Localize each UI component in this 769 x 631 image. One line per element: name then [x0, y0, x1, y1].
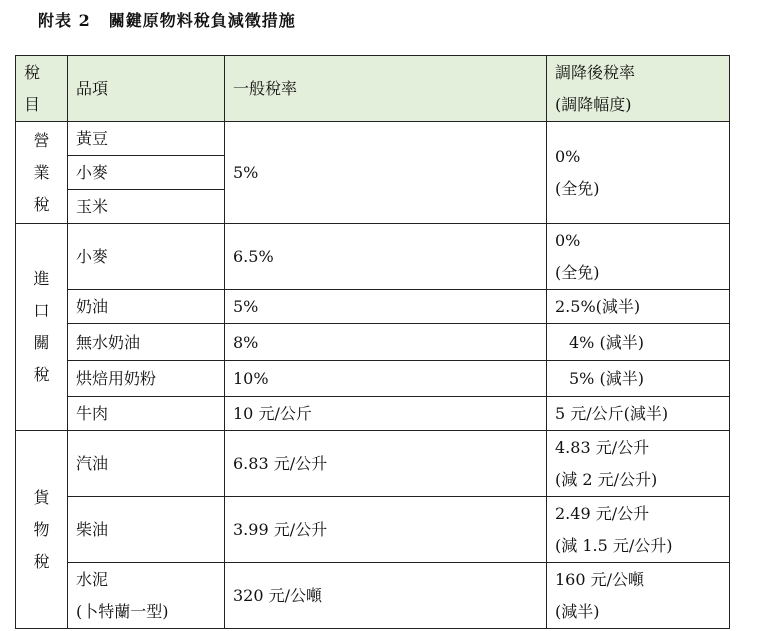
general-rate-cell: 10%	[225, 361, 547, 397]
reduced-rate-cell: 4% (減半)	[547, 324, 730, 361]
item-cell: 小麥	[68, 224, 225, 290]
general-rate-cell: 3.99 元/公升	[225, 497, 547, 563]
item-cell: 玉米	[68, 190, 225, 224]
item-cell: 烘焙用奶粉	[68, 361, 225, 397]
item-cell: 奶油	[68, 290, 225, 324]
reduced-rate-cell: 5 元/公斤(減半)	[547, 397, 730, 431]
table-row	[16, 290, 730, 324]
header-reduced-rate: 調降後稅率 (調降幅度)	[547, 56, 730, 122]
reduced-rate-cell: 2.5%(減半)	[547, 290, 730, 324]
table-row	[16, 361, 730, 397]
tax-reduction-table	[15, 55, 730, 629]
category-import-tariff: 進 口 關 稅	[16, 224, 68, 431]
item-cell: 黃豆	[68, 122, 225, 156]
general-rate-cell: 8%	[225, 324, 547, 361]
item-cell: 水泥 (卜特蘭一型)	[68, 563, 225, 629]
category-commodity-tax: 貨 物 稅	[16, 431, 68, 629]
table-row	[16, 224, 730, 290]
caption-text: 關鍵原物料稅負減徵措施	[108, 11, 296, 30]
item-cell: 牛肉	[68, 397, 225, 431]
item-cell: 無水奶油	[68, 324, 225, 361]
header-general-rate: 一般稅率	[225, 56, 547, 122]
category-business-tax: 營 業 稅	[16, 122, 68, 224]
reduced-rate-cell: 160 元/公噸 (減半)	[547, 563, 730, 629]
general-rate-cell: 5%	[225, 122, 547, 224]
header-tax-type: 稅 目	[16, 56, 68, 122]
reduced-rate-cell: 0% (全免)	[547, 224, 730, 290]
item-cell: 汽油	[68, 431, 225, 497]
item-cell: 小麥	[68, 156, 225, 190]
reduced-rate-cell: 0% (全免)	[547, 122, 730, 224]
reduced-rate-cell: 5% (減半)	[547, 361, 730, 397]
table-row	[16, 324, 730, 361]
header-item: 品項	[68, 56, 225, 122]
general-rate-cell: 6.5%	[225, 224, 547, 290]
header-row	[16, 56, 730, 122]
table-row	[16, 397, 730, 431]
table-row	[16, 122, 730, 156]
general-rate-cell: 6.83 元/公升	[225, 431, 547, 497]
reduced-rate-cell: 2.49 元/公升 (減 1.5 元/公升)	[547, 497, 730, 563]
reduced-rate-cell: 4.83 元/公升 (減 2 元/公升)	[547, 431, 730, 497]
table-caption	[38, 8, 296, 31]
general-rate-cell: 320 元/公噸	[225, 563, 547, 629]
general-rate-cell: 10 元/公斤	[225, 397, 547, 431]
table-row	[16, 431, 730, 497]
table-row	[16, 497, 730, 563]
item-cell: 柴油	[68, 497, 225, 563]
table-row	[16, 563, 730, 629]
general-rate-cell: 5%	[225, 290, 547, 324]
caption-label: 附表 2	[38, 11, 91, 30]
